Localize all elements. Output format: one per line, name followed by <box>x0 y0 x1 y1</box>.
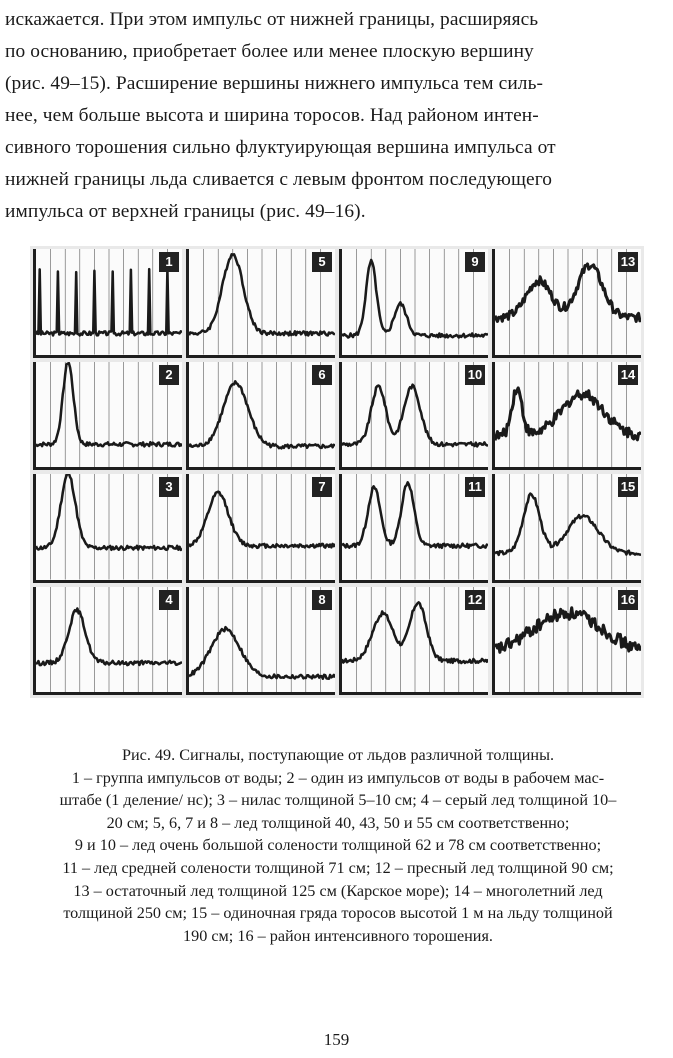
signal-panel <box>186 249 335 358</box>
panel-number: 1 <box>159 252 179 272</box>
signal-panel <box>33 249 182 358</box>
figure-49-signal-panels <box>30 246 644 698</box>
panel-number: 13 <box>618 252 638 272</box>
caption-line: 9 и 10 – лед очень большой солености толщиной 62 и 78 см соответственно; <box>74 836 602 855</box>
caption-line: Рис. 49. Сигналы, поступающие от льдов различной толщины. <box>122 746 554 764</box>
panel-number: 14 <box>618 365 638 385</box>
signal-panel <box>492 362 641 471</box>
panel-number: 2 <box>159 365 179 385</box>
signal-panel <box>186 587 335 696</box>
caption-line: 190 см; 16 – район интенсивного торошения. <box>183 926 493 945</box>
caption-line: 20 см; 5, 6, 7 и 8 – лед толщиной 40, 43, 50 и 55 см соответственно; <box>106 813 570 832</box>
body-line: по основанию, приобретает более или менее плоскую вершину <box>5 41 534 62</box>
body-line: нижней границы льда сливается с левым фронтом последующего <box>5 169 553 190</box>
signal-panel <box>186 362 335 471</box>
caption-line: штабе (1 деление/ нс); 3 – нилас толщиной 5–10 см; 4 – серый лед толщиной 10– <box>59 791 617 810</box>
panel-number: 5 <box>312 252 332 272</box>
figure-caption <box>22 744 654 947</box>
body-line: искажается. При этом импульс от нижней границы, расширяясь <box>5 9 539 30</box>
signal-panel <box>33 474 182 583</box>
signal-panel <box>339 362 488 471</box>
body-line: сивного торошения сильно флуктуирующая вершина импульса от <box>5 137 556 158</box>
signal-panel <box>339 249 488 358</box>
panel-number: 15 <box>618 477 638 497</box>
body-paragraph <box>5 4 665 228</box>
panel-number: 6 <box>312 365 332 385</box>
page-number: 159 <box>323 1030 350 1049</box>
signal-panel <box>492 587 641 696</box>
panel-grid <box>33 249 641 695</box>
caption-line: толщиной 250 см; 15 – одиночная гряда торосов высотой 1 м на льду толщиной <box>63 904 613 923</box>
caption-line: 13 – остаточный лед толщиной 125 см (Карское море); 14 – многолетний лед <box>73 881 603 900</box>
panel-number: 16 <box>618 590 638 610</box>
signal-panel <box>492 249 641 358</box>
panel-number: 12 <box>465 590 485 610</box>
panel-number: 7 <box>312 477 332 497</box>
signal-panel <box>186 474 335 583</box>
signal-panel <box>492 474 641 583</box>
panel-number: 8 <box>312 590 332 610</box>
panel-number: 3 <box>159 477 179 497</box>
panel-number: 9 <box>465 252 485 272</box>
panel-number: 4 <box>159 590 179 610</box>
signal-panel <box>339 587 488 696</box>
panel-number: 11 <box>465 477 485 497</box>
body-line: импульса от верхней границы (рис. 49–16). <box>5 201 366 222</box>
caption-line: 11 – лед средней солености толщиной 71 см; 12 – пресный лед толщиной 90 см; <box>62 858 614 877</box>
signal-panel <box>33 362 182 471</box>
body-line: нее, чем больше высота и ширина торосов. Над районом интен- <box>5 105 539 126</box>
body-line: (рис. 49–15). Расширение вершины нижнего импульса тем силь- <box>5 73 544 94</box>
signal-panel <box>339 474 488 583</box>
caption-line: 1 – группа импульсов от воды; 2 – один из импульсов от воды в рабочем мас- <box>71 768 605 787</box>
panel-number: 10 <box>465 365 485 385</box>
signal-panel <box>33 587 182 696</box>
